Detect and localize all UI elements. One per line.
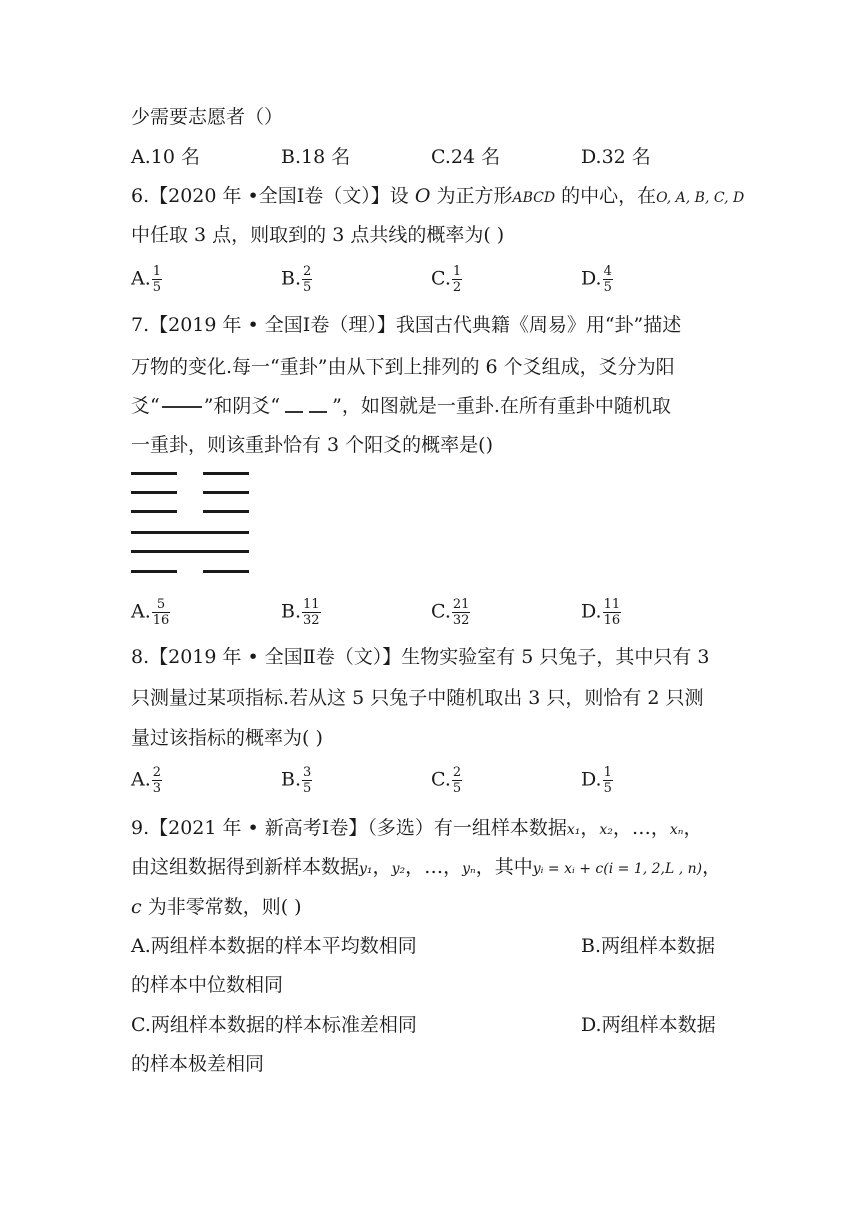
q7-option-c: C. $\frac{21}{32}$ — [431, 597, 470, 628]
square-abcd: ABCD — [512, 190, 556, 206]
q5-stem-tail: 少需要志愿者（） — [131, 106, 284, 128]
q9-stem-line3: c 为非零常数，则( ) — [131, 896, 302, 918]
q5-option-a: A.10 名 — [131, 146, 200, 168]
hexagram-line-4 — [131, 531, 249, 534]
q7-option-a: A. $\frac{5}{16}$ — [131, 597, 170, 628]
point-set: O, A, B, C, D — [656, 190, 745, 206]
fraction: $\frac{2}{5}$ — [303, 264, 312, 295]
q7-option-d: D. $\frac{11}{16}$ — [581, 597, 621, 628]
q8-option-a: A. $\frac{2}{3}$ — [131, 765, 162, 796]
hexagram-line-5 — [131, 550, 249, 553]
q8-option-d: D. $\frac{1}{5}$ — [581, 765, 612, 796]
fraction: $\frac{1}{5}$ — [152, 264, 162, 295]
hexagram-line-2-right — [203, 491, 249, 494]
fraction: $\frac{11}{32}$ — [303, 597, 320, 628]
q7-stem-line4: 一重卦，则该重卦恰有 3 个阳爻的概率是() — [131, 434, 493, 456]
fraction: $\frac{5}{16}$ — [152, 597, 170, 628]
q9-option-a: A.两组样本数据的样本平均数相同 — [131, 935, 417, 957]
fraction: $\frac{3}{5}$ — [303, 765, 312, 796]
hexagram-line-3-left — [131, 510, 177, 513]
point-o: O — [414, 185, 431, 207]
q7-stem-line1: 7.【2019 年 • 全国Ⅰ卷（理）】我国古代典籍《周易》用“卦”描述 — [131, 314, 682, 336]
q5-option-b: B.18 名 — [281, 146, 351, 168]
hexagram-line-6-right — [203, 570, 249, 573]
formula: yᵢ = xᵢ + c(i = 1, 2,L , n) — [532, 861, 703, 877]
q6-stem-line1: 6.【2020 年 •全国Ⅰ卷（文）】设 O 为正方形ABCD 的中心，在O, A, B, C, D — [131, 185, 745, 207]
q6-option-b: B. $\frac{2}{5}$ — [281, 264, 312, 295]
hexagram-figure — [131, 470, 251, 580]
q8-stem-line3: 量过该指标的概率为( ) — [131, 727, 323, 749]
hexagram-line-3-right — [203, 510, 249, 513]
q8-stem-line2: 只测量过某项指标.若从这 5 只兔子中随机取出 3 只，则恰有 2 只测 — [131, 687, 704, 709]
q9-stem-line2: 由这组数据得到新样本数据y₁，y₂，…，yₙ，其中yᵢ = xᵢ + c(i = 1, 2,L , n)， — [131, 856, 722, 878]
fraction: $\frac{2}{5}$ — [452, 765, 462, 796]
q8-option-b: B. $\frac{3}{5}$ — [281, 765, 312, 796]
fraction: $\frac{1}{5}$ — [603, 765, 612, 796]
q9-option-d: D.两组样本数据 — [581, 1014, 716, 1036]
fraction: $\frac{21}{32}$ — [452, 597, 470, 628]
hexagram-line-1-right — [203, 472, 249, 475]
q6-option-c: C. $\frac{1}{2}$ — [431, 264, 462, 295]
q8-stem-line1: 8.【2019 年 • 全国Ⅱ卷（文）】生物实验室有 5 只兔子，其中只有 3 — [131, 646, 710, 668]
q7-option-b: B. $\frac{11}{32}$ — [281, 597, 320, 628]
q9-stem-line1: 9.【2021 年 • 新高考Ⅰ卷】（多选）有一组样本数据x₁，x₂，…，xₙ， — [131, 817, 703, 839]
yin-line-symbol — [282, 395, 330, 419]
hexagram-line-6-left — [131, 570, 177, 573]
q5-option-d: D.32 名 — [581, 146, 651, 168]
q5-option-c: C.24 名 — [431, 146, 501, 168]
q7-stem-line3: 爻“ ”和阴爻“ ”，如图就是一重卦.在所有重卦中随机取 — [131, 395, 671, 417]
hexagram-line-2-left — [131, 491, 177, 494]
q9-option-b-cont: 的样本中位数相同 — [131, 974, 284, 996]
fraction: $\frac{4}{5}$ — [603, 264, 612, 295]
q8-option-c: C. $\frac{2}{5}$ — [431, 765, 462, 796]
hexagram-line-1-left — [131, 472, 177, 475]
q7-stem-line2: 万物的变化.每一“重卦”由从下到上排列的 6 个爻组成，爻分为阳 — [131, 356, 675, 378]
q9-option-c: C.两组样本数据的样本标准差相同 — [131, 1014, 417, 1036]
fraction: $\frac{11}{16}$ — [603, 597, 621, 628]
fraction: $\frac{1}{2}$ — [452, 264, 462, 295]
q9-option-b: B.两组样本数据 — [581, 935, 716, 957]
q9-option-d-cont: 的样本极差相同 — [131, 1053, 265, 1075]
q6-stem-line2: 中任取 3 点，则取到的 3 点共线的概率为( ) — [131, 224, 505, 246]
q6-option-d: D. $\frac{4}{5}$ — [581, 264, 612, 295]
yang-line-symbol — [162, 406, 202, 408]
q6-option-a: A. $\frac{1}{5}$ — [131, 264, 162, 295]
fraction: $\frac{2}{3}$ — [152, 765, 162, 796]
